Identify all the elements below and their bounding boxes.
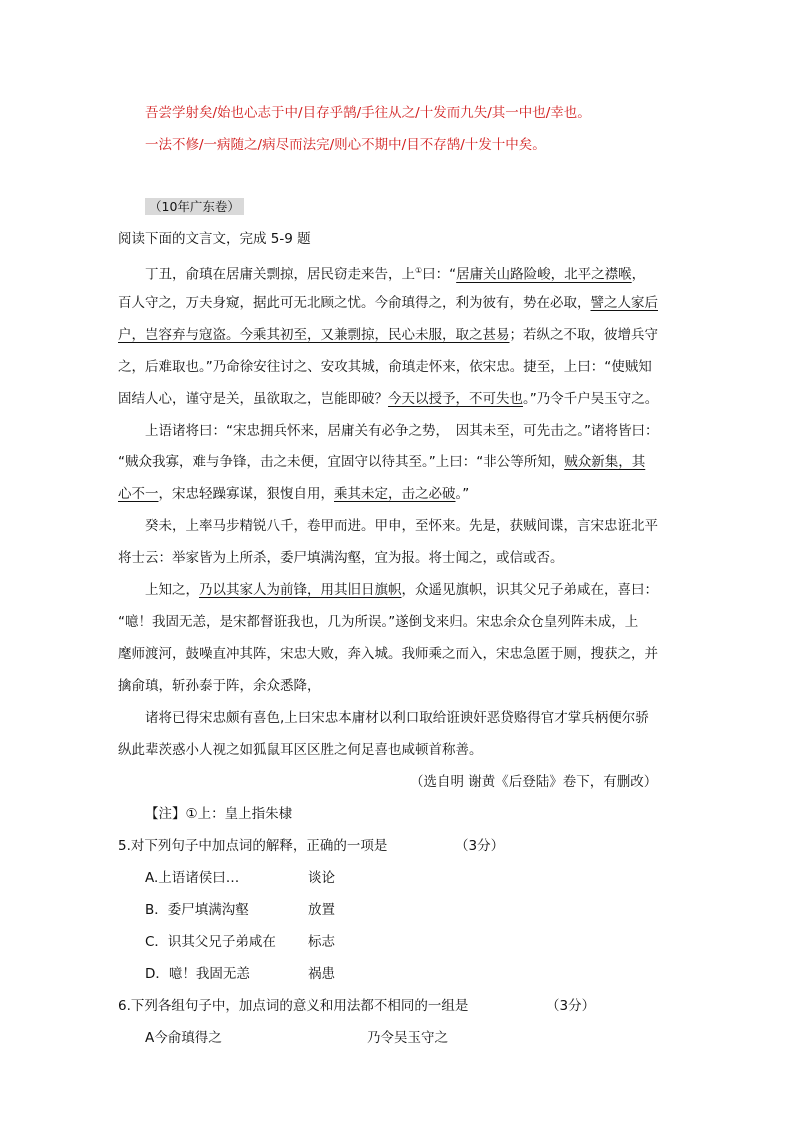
passage-p1-line5: 固结人心，谨守是关，虽欲取之，岂能即破？今天以授予，不可失也。”乃令千户吴玉守之。: [118, 391, 659, 407]
q6-points: （3分）: [546, 998, 596, 1014]
passage-p2-line1: 上语诸将曰：“宋忠拥兵怀来，居庸关有必争之势， 因其未至，可先击之。”诸将皆曰：: [145, 423, 659, 439]
q5-option-a-gloss: 谈论: [308, 870, 335, 886]
passage-source: （选自明 谢黄《后登陆》卷下，有删改）: [410, 774, 658, 790]
section-tag-label: （10年广东卷）: [145, 198, 244, 215]
section-tag: [145, 197, 244, 217]
passage-p3-line2: 将士云：举家皆为上所杀，委尸填满沟壑，宜为报。将士闻之，或信或否。: [118, 550, 564, 566]
q5-option-b-gloss: 放置: [308, 902, 335, 918]
underlined-sentence: 贼众新集，其: [564, 454, 646, 470]
passage-p2-line2: “贼众我寡，难与争锋，击之未便，宜固守以待其至。”上曰：“非公等所知，贼众新集，其: [118, 454, 646, 470]
q5-option-c-gloss: 标志: [308, 934, 335, 950]
underlined-sentence: 乘其未定，击之必破: [334, 486, 456, 502]
passage-p1-line2: 百人守之，万夫身窥，据此可无北顾之忧。今俞瑱得之，利为彼有，势在必取，譬之人家后: [118, 295, 658, 311]
q5-option-c: C．识其父兄子弟咸在: [145, 934, 276, 950]
q5-option-a: A.上语诸侯曰…: [145, 870, 240, 886]
passage-p1-line1: 丁丑，俞瑱在居庸关剽掠，居民窃走来告，上①曰：“居庸关山路险峻，北平之襟喉，: [145, 266, 646, 283]
q6-option-a-right: 乃令吴玉守之: [367, 1030, 448, 1046]
q5-option-b: B．委尸填满沟壑: [145, 902, 249, 918]
q5-option-d: D．噫！我固无恙: [145, 966, 250, 982]
underlined-sentence: 居庸关山路险峻，北平之襟喉: [456, 266, 632, 283]
answer-line-2: 一法不修/一病随之/病尽而法完/则心不期中/目不存鹄/十发十中矣。: [145, 137, 546, 153]
answer-line-1: 吾尝学射矣/始也心志于中/目存乎鹄/手往从之/十发而九失/其一中也/幸也。: [145, 105, 591, 121]
underlined-sentence: 心不一: [118, 486, 159, 502]
underlined-sentence: 今天以授予，不可失也: [388, 391, 523, 407]
q6-stem: 6.下列各组句子中，加点词的意义和用法都不相同的一组是: [118, 998, 469, 1014]
underlined-sentence: 譬之人家后: [590, 295, 658, 311]
passage-p4-line4: 擒俞瑱，斩孙泰于阵，余众悉降，: [118, 678, 321, 694]
q5-stem: 5.对下列句子中加点词的解释，正确的一项是: [118, 838, 388, 854]
instruction: 阅读下面的文言文，完成 5-9 题: [118, 231, 311, 247]
footnote: 【注】①上：皇上指朱棣: [145, 806, 293, 822]
passage-p2-line3: 心不一，宋忠轻躁寡谋，狠愎自用，乘其未定，击之必破。”: [118, 486, 470, 502]
q6-option-a-left: A今俞瑱得之: [145, 1030, 222, 1046]
passage-p3-line1: 癸未，上率马步精锐八千，卷甲而进。甲申，至怀来。先是，获贼间谍，言宋忠诳北平: [145, 518, 658, 534]
passage-p5-line2: 纵此辈茨惑小人视之如狐鼠耳区区胜之何足喜也咸顿首称善。: [118, 742, 483, 758]
underlined-sentence: 乃以其家人为前锋，用其旧日旗帜: [199, 582, 402, 598]
q5-option-d-gloss: 祸患: [308, 966, 335, 982]
passage-p4-line3: 麾师渡河，鼓噪直冲其阵，宋忠大败，奔入城。我师乘之而入，宋忠急匿于厕，搜获之，并: [118, 646, 658, 662]
passage-p1-line3: 户，岂容弃与寇盗。今乘其初至，又兼剽掠，民心未服，取之甚易；若纵之不取，彼增兵守: [118, 327, 658, 343]
footnote-marker: ①: [415, 266, 423, 275]
q5-points: （3分）: [455, 838, 505, 854]
passage-p4-line1: 上知之，乃以其家人为前锋，用其旧日旗帜，众遥见旗帜，识其父兄子弟咸在，喜曰：: [145, 582, 658, 598]
passage-p5-line1: 诸将已得宋忠颇有喜色,上曰宋忠本庸材以利口取给诳谀奸恶贷赂得官才掌兵柄便尔骄: [145, 710, 649, 726]
passage-p1-line4: 之，后难取也。”乃命徐安往讨之、安攻其城，俞瑱走怀来，依宋忠。捷至，上曰：“使贼知: [118, 359, 652, 375]
passage-p4-line2: “噫！我固无恙，是宋都督诳我也，几为所误。”遂倒戈来归。宋忠余众仓皇列阵未成，上: [118, 614, 639, 630]
underlined-sentence: 户，岂容弃与寇盗。今乘其初至，又兼剽掠，民心未服，取之甚易: [118, 327, 510, 343]
